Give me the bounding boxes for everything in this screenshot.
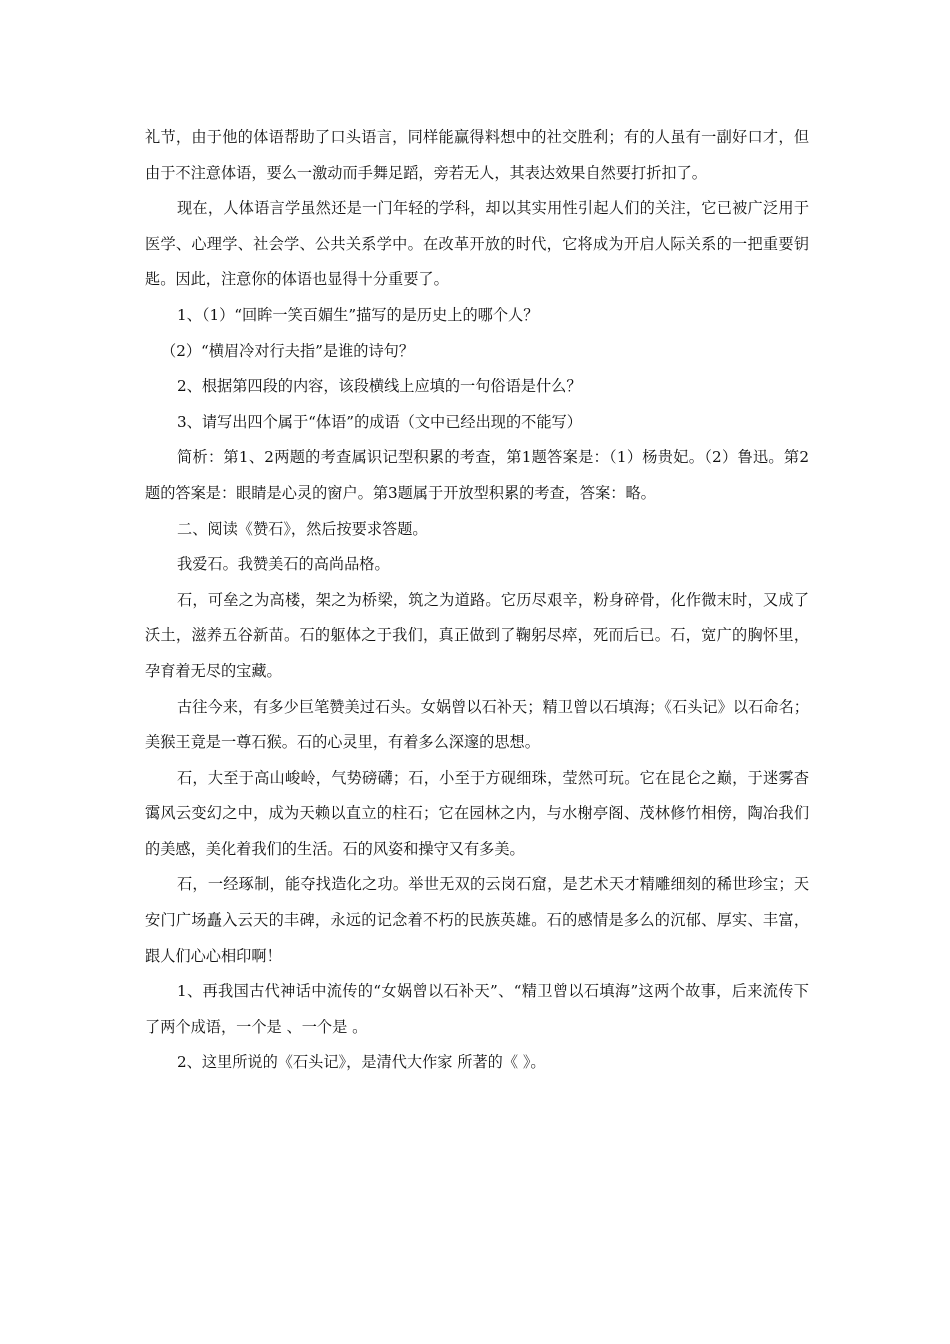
- stone-question-1: 1、再我国古代神话中流传的“女娲曾以石补天”、“精卫曾以石填海”这两个故事，后来流传下了两个成语，一个是 、一个是 。: [145, 982, 809, 1036]
- stone-essay-paragraph-5: 石，一经琢制，能夺找造化之功。举世无双的云岗石窟，是艺术天才精雕细刻的稀世珍宝；天安门广场矗入云天的丰碑，永远的记念着不朽的民族英雄。石的感情是多么的沉郁、厚实、丰富，跟人们心心相印啊！: [145, 875, 809, 965]
- stone-question-2: 2、这里所说的《石头记》，是清代大作家 所著的《 》。: [177, 1053, 546, 1072]
- stone-essay-paragraph-1: 我爱石。我赞美石的高尚品格。: [177, 555, 390, 574]
- paragraph-body-language-closing: 礼节，由于他的体语帮助了口头语言，同样能赢得料想中的社交胜利；有的人虽有一副好口才，但由于不注意体语，要么一激动而手舞足蹈，旁若无人，其表达效果自然要打折扣了。: [145, 128, 809, 182]
- document-body: [145, 120, 809, 1081]
- stone-essay-paragraph-4: 石，大至于高山峻岭，气势磅礴；石，小至于方砚细珠，莹然可玩。它在昆仑之巅，于迷雾杳霭风云变幻之中，成为天赖以直立的柱石；它在园林之内，与水榭亭阁、茂林修竹相傍，陶冶我们的美感，美化着我们的生活。石的风姿和操守又有多美。: [145, 768, 809, 858]
- question-1-part-1: 1、（1）“回眸一笑百媚生”描写的是历史上的哪个人？: [177, 305, 539, 324]
- question-3: 3、请写出四个属于“体语”的成语（文中已经出现的不能写）: [177, 412, 582, 431]
- question-1-part-2: （2）“横眉冷对行夫指”是谁的诗句？: [161, 341, 415, 360]
- answer-analysis: 简析：第1、2两题的考查属识记型积累的考查，第1题答案是：（1）杨贵妃。（2）鲁迅。第2题的答案是：眼睛是心灵的窗户。第3题属于开放型积累的考查，答案：略。: [145, 448, 809, 502]
- paragraph-body-language-conclusion: 现在，人体语言学虽然还是一门年轻的学科，却以其实用性引起人们的关注，它已被广泛用于医学、心理学、社会学、公共关系学中。在改革开放的时代，它将成为开启人际关系的一把重要钥匙。因此，注意你的体语也显得十分重要了。: [145, 199, 809, 289]
- question-2: 2、根据第四段的内容，该段横线上应填的一句俗语是什么？: [177, 377, 582, 396]
- stone-essay-paragraph-3: 古往今来，有多少巨笔赞美过石头。女娲曾以石补天；精卫曾以石填海；《石头记》以石命名；美猴王竟是一尊石猴。石的心灵里，有着多么深邃的思想。: [145, 697, 809, 752]
- section-2-heading: 二、阅读《赞石》，然后按要求答题。: [177, 519, 428, 538]
- stone-essay-paragraph-2: 石，可垒之为高楼，架之为桥梁，筑之为道路。它历尽艰辛，粉身碎骨，化作微末时，又成了沃土，滋养五谷新苗。石的躯体之于我们，真正做到了鞠躬尽瘁，死而后已。石，宽广的胸怀里，孕育着无尽的宝藏。: [145, 590, 809, 680]
